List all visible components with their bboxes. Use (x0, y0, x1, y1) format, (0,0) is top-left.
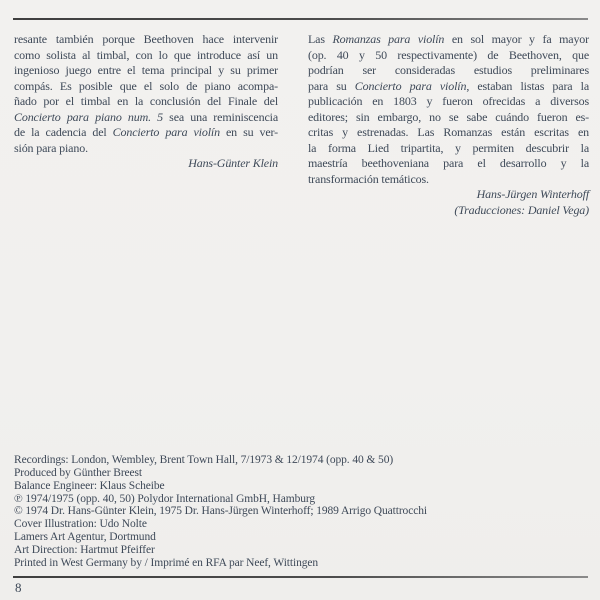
liner-notes (14, 32, 589, 218)
paragraph-right (308, 32, 589, 187)
text-line: sión para piano. (14, 140, 88, 155)
bottom-divider (13, 576, 588, 578)
text-line: como solista al timbal, con lo que introduce así un (14, 47, 278, 62)
text-line: maestría beethoveniana para el desarrollo y la (308, 156, 589, 170)
credit-line: Printed in West Germany by / Imprimé en RFA par Neef, Wittingen (14, 556, 319, 569)
page-number: 8 (15, 580, 22, 595)
top-divider (13, 18, 588, 20)
text-line: critas y estrenadas. Las Romanzas están escritas en (308, 125, 589, 139)
text-line: para su Concierto para violín, estaban listas para la (308, 78, 590, 93)
text-line: Concierto para piano num. 5 sea una reminiscencia (14, 109, 278, 124)
author-signature: Hans-Günter Klein (188, 156, 278, 170)
credit-line: © 1974 Dr. Hans-Günter Klein, 1975 Dr. Hans-Jürgen Winterhoff; 1989 Arrigo Quattrocchi (14, 505, 427, 518)
text-line: Las Romanzas para violín en sol mayor y fa mayor (308, 32, 589, 46)
credit-line: Cover Illustration: Udo Nolte (14, 518, 147, 531)
text-line: compás. Es posible que el solo de piano acompa- (14, 78, 278, 93)
text-line: ñado por el timbal en la conclusión del Finale del (14, 94, 278, 108)
article-column-left (14, 32, 278, 218)
text-line: editores; sin embargo, no se sabe cuándo fueron es- (308, 109, 589, 124)
text-line: ingenioso juego entre el tema principal y su primer (14, 63, 278, 77)
credits-block (14, 454, 592, 570)
text-line: podrían ser consideradas estudios preliminares (308, 63, 589, 77)
text-line: resante también porque Beethoven hace intervenir (14, 32, 278, 46)
credit-line: Produced by Günther Breest (14, 466, 143, 479)
credit-line: Balance Engineer: Klaus Scheibe (14, 479, 165, 492)
text-line: transformación temáticos. (308, 171, 429, 186)
credit-line: Recordings: London, Wembley, Brent Town Hall, 7/1973 & 12/1974 (opp. 40 & 50) (14, 454, 394, 466)
author-signature: Hans-Jürgen Winterhoff (476, 187, 589, 201)
paragraph-left (14, 32, 278, 156)
credit-line: Lamers Art Agentur, Dortmund (14, 531, 156, 544)
translator-credit: (Traducciones: Daniel Vega) (454, 202, 589, 217)
article-column-right (308, 32, 589, 218)
text-line: publicación en 1803 y fueron ofrecidas a diversos (308, 94, 589, 108)
text-line: (op. 40 y 50 respectivamente) de Beethoven, que (308, 47, 589, 62)
text-line: la forma Lied tripartita, y permiten descubrir la (308, 140, 589, 155)
text-line: de la cadencia del Concierto para violín en su ver- (14, 125, 278, 139)
credit-line: ℗ 1974/1975 (opp. 40, 50) Polydor International GmbH, Hamburg (14, 492, 316, 505)
credit-line: Art Direction: Hartmut Pfeiffer (14, 543, 155, 556)
